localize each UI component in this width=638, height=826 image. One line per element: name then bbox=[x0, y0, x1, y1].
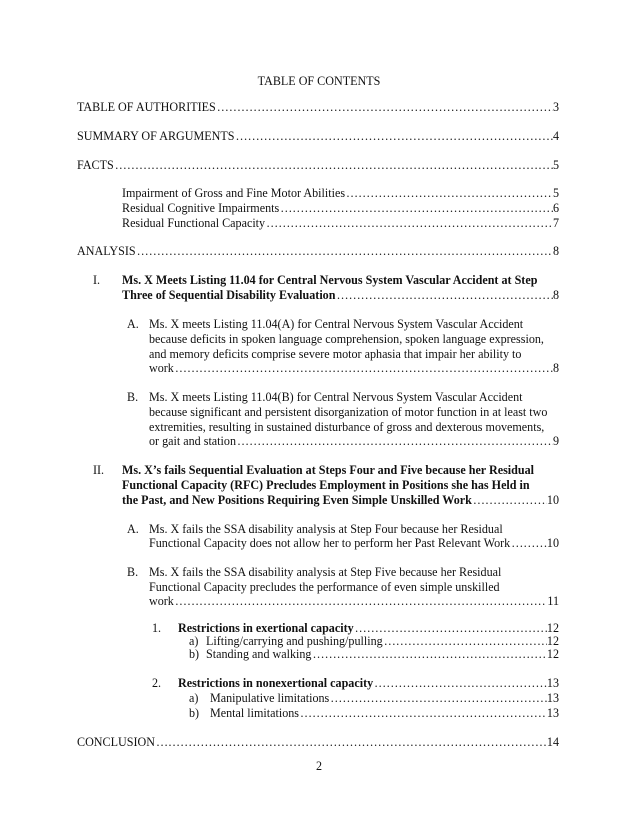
entry-text: TABLE OF AUTHORITIES bbox=[77, 100, 216, 114]
subsection-line: Ms. X meets Listing 11.04(B) for Central Nervous System Vascular Accident bbox=[149, 390, 523, 404]
section-heading-line: Ms. X’s fails Sequential Evaluation at Steps Four and Five because her Residual bbox=[122, 463, 535, 477]
subsection-last-line bbox=[149, 536, 559, 551]
leader-dots bbox=[336, 288, 552, 303]
leader-dots bbox=[175, 361, 553, 376]
entry-page: 9 bbox=[552, 434, 559, 448]
entry-page: 13 bbox=[546, 706, 559, 720]
subsection-line: Ms. X fails the SSA disability analysis at Step Five because her Residual bbox=[149, 565, 502, 579]
leader-dots bbox=[237, 434, 553, 449]
entry-page: 7 bbox=[552, 216, 559, 230]
entry-page: 14 bbox=[546, 735, 559, 749]
entry-page: 13 bbox=[546, 691, 559, 705]
subsection-last-line bbox=[149, 594, 559, 609]
entry-text: Functional Capacity does not allow her to perform her Past Relevant Work bbox=[149, 536, 511, 550]
leader-dots bbox=[300, 706, 547, 721]
entry-text: work bbox=[149, 594, 174, 608]
toc-entry-conclusion[interactable] bbox=[77, 735, 559, 750]
item-line bbox=[178, 676, 559, 691]
toc-entry-facts-rfc[interactable] bbox=[122, 216, 559, 231]
leader-dots bbox=[156, 735, 547, 750]
leader-dots bbox=[266, 216, 553, 231]
subsection-line: Functional Capacity precludes the performance of even simple unskilled bbox=[149, 580, 500, 594]
entry-text: Restrictions in exertional capacity bbox=[178, 621, 354, 635]
leader-dots bbox=[235, 129, 552, 144]
subsection-line: because deficits in spoken language comprehension, spoken language expression, bbox=[149, 332, 544, 346]
toc-entry-facts[interactable] bbox=[77, 158, 559, 173]
entry-text: ANALYSIS bbox=[77, 244, 136, 258]
item-line bbox=[206, 647, 559, 662]
entry-text: Impairment of Gross and Fine Motor Abilities bbox=[122, 186, 346, 200]
subsection-last-line bbox=[149, 434, 559, 449]
entry-text: Three of Sequential Disability Evaluation bbox=[122, 288, 336, 302]
subsection-letter: B. bbox=[127, 390, 139, 404]
entry-page: 10 bbox=[546, 536, 559, 550]
entry-text: Lifting/carrying and pushing/pulling bbox=[206, 634, 383, 648]
page-number: 2 bbox=[315, 759, 323, 773]
leader-dots bbox=[280, 201, 553, 216]
toc-entry-summary[interactable] bbox=[77, 129, 559, 144]
subsection-line: extremities, resulting in sustained disturbance of gross and dexterous movements, bbox=[149, 420, 545, 434]
toc-entry-facts-motor[interactable] bbox=[122, 186, 559, 201]
item-letter: b) bbox=[189, 706, 200, 720]
toc-entry-authorities[interactable] bbox=[77, 100, 559, 115]
section-heading-last-line bbox=[122, 288, 559, 303]
leader-dots bbox=[115, 158, 553, 173]
subsection-last-line bbox=[149, 361, 559, 376]
entry-text: the Past, and New Positions Requiring Even Simple Unskilled Work bbox=[122, 493, 472, 507]
subsection-letter: A. bbox=[127, 317, 139, 331]
entry-text: or gait and station bbox=[149, 434, 236, 448]
subsection-line: and memory deficits comprise severe motor aphasia that impair her ability to bbox=[149, 347, 522, 361]
entry-page: 3 bbox=[552, 100, 559, 114]
leader-dots bbox=[473, 493, 547, 508]
toc-entry-facts-cognitive[interactable] bbox=[122, 201, 559, 216]
entry-page: 11 bbox=[547, 594, 559, 608]
entry-page: 4 bbox=[552, 129, 559, 143]
entry-text: FACTS bbox=[77, 158, 114, 172]
subsection-letter: A. bbox=[127, 522, 139, 536]
section-heading-last-line bbox=[122, 493, 559, 508]
toc-title: TABLE OF CONTENTS bbox=[257, 74, 381, 88]
entry-page: 5 bbox=[552, 186, 559, 200]
entry-page: 6 bbox=[552, 201, 559, 215]
leader-dots bbox=[175, 594, 547, 609]
entry-page: 8 bbox=[552, 288, 559, 302]
entry-text: Restrictions in nonexertional capacity bbox=[178, 676, 374, 690]
toc-entry-analysis[interactable] bbox=[77, 244, 559, 259]
entry-text: Mental limitations bbox=[210, 706, 300, 720]
entry-text: SUMMARY OF ARGUMENTS bbox=[77, 129, 235, 143]
section-heading-line: Functional Capacity (RFC) Precludes Employment in Positions she has Held in bbox=[122, 478, 530, 492]
entry-text: Manipulative limitations bbox=[210, 691, 330, 705]
entry-page: 8 bbox=[552, 244, 559, 258]
item-letter: a) bbox=[189, 634, 199, 648]
leader-dots bbox=[312, 647, 546, 662]
leader-dots bbox=[137, 244, 553, 259]
entry-text: Residual Cognitive Impairments bbox=[122, 201, 280, 215]
item-number: 1. bbox=[152, 621, 162, 635]
leader-dots bbox=[346, 186, 553, 201]
entry-page: 12 bbox=[546, 647, 559, 661]
leader-dots bbox=[374, 676, 547, 691]
section-heading-line: Ms. X Meets Listing 11.04 for Central Nervous System Vascular Accident at Step bbox=[122, 273, 538, 287]
entry-page: 13 bbox=[546, 676, 559, 690]
subsection-line: Ms. X fails the SSA disability analysis at Step Four because her Residual bbox=[149, 522, 503, 536]
item-number: 2. bbox=[152, 676, 162, 690]
item-line bbox=[210, 691, 559, 706]
entry-page: 12 bbox=[546, 621, 559, 635]
leader-dots bbox=[330, 691, 547, 706]
entry-page: 5 bbox=[552, 158, 559, 172]
subsection-line: Ms. X meets Listing 11.04(A) for Central Nervous System Vascular Accident bbox=[149, 317, 524, 331]
entry-text: work bbox=[149, 361, 174, 375]
entry-page: 12 bbox=[546, 634, 559, 648]
item-letter: b) bbox=[189, 647, 200, 661]
entry-text: CONCLUSION bbox=[77, 735, 155, 749]
subsection-line: because significant and persistent disorganization of motor function in at least two bbox=[149, 405, 548, 419]
entry-text: Residual Functional Capacity bbox=[122, 216, 266, 230]
item-letter: a) bbox=[189, 691, 199, 705]
entry-page: 10 bbox=[546, 493, 559, 507]
section-number: II. bbox=[93, 463, 105, 477]
leader-dots bbox=[217, 100, 553, 115]
section-number: I. bbox=[93, 273, 101, 287]
subsection-letter: B. bbox=[127, 565, 139, 579]
leader-dots bbox=[511, 536, 547, 551]
entry-text: Standing and walking bbox=[206, 647, 312, 661]
entry-page: 8 bbox=[552, 361, 559, 375]
item-line bbox=[210, 706, 559, 721]
